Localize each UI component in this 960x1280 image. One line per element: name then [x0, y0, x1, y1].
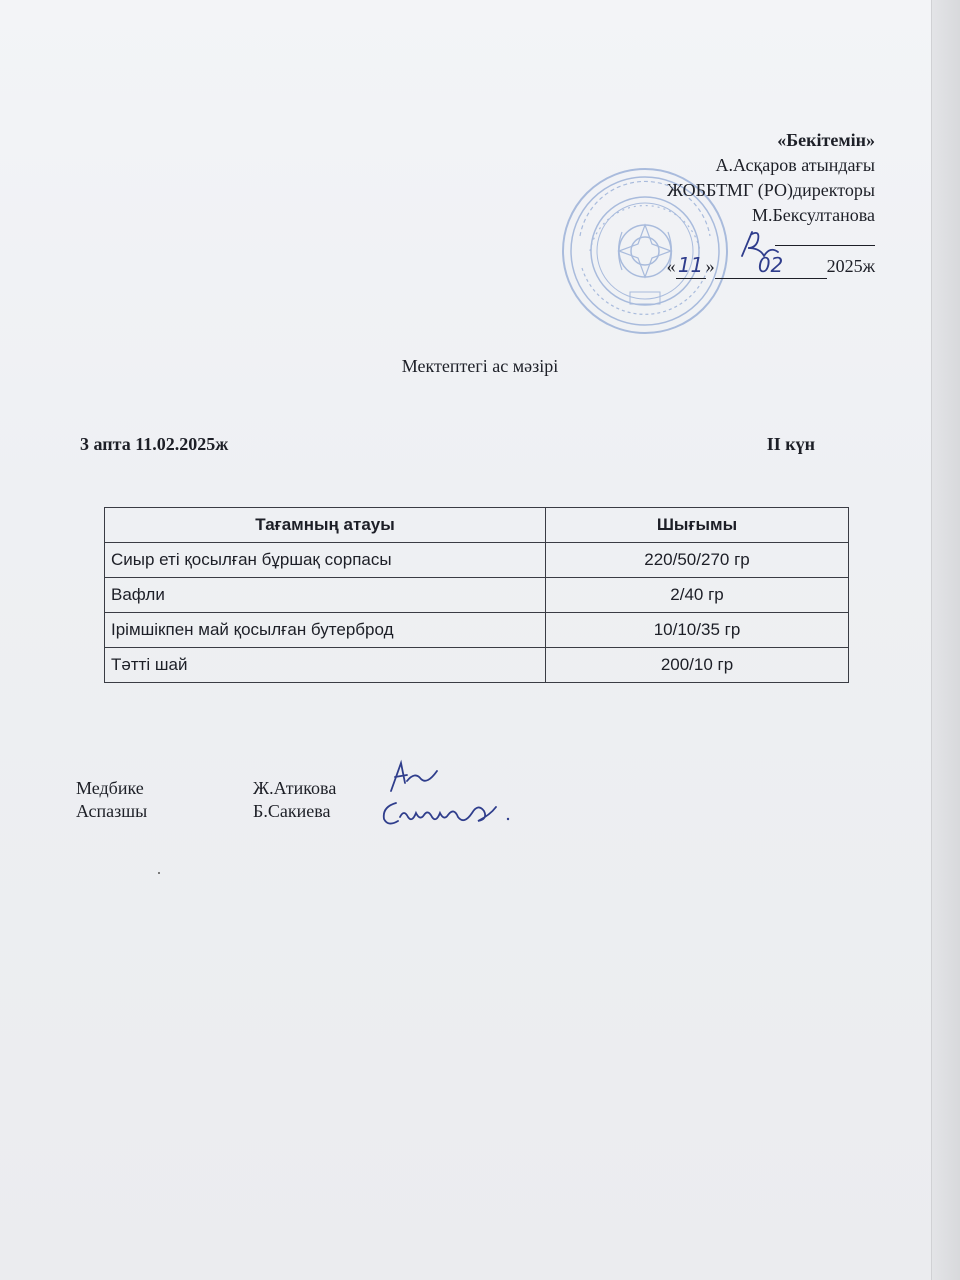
date-day: 11	[676, 253, 706, 279]
signature-space	[545, 228, 875, 253]
portion-value: 200/10 гр	[546, 648, 849, 683]
page-title: Мектептегі ас мәзірі	[401, 356, 559, 376]
approval-date	[545, 253, 875, 279]
nurse-signature	[385, 757, 445, 797]
cook-signature	[378, 795, 513, 831]
page-edge	[931, 0, 960, 1280]
table-row	[105, 578, 849, 613]
table-row	[105, 648, 849, 683]
approval-block	[545, 128, 875, 279]
day-label: II күн	[766, 434, 815, 454]
portion-value: 220/50/270 гр	[546, 543, 849, 578]
approval-title: «Бекітемін»	[777, 130, 875, 150]
portion-value: 2/40 гр	[546, 578, 849, 613]
dish-name: Сиыр еті қосылған бұршақ сорпасы	[105, 543, 546, 578]
staff-role: Аспазшы	[76, 801, 148, 821]
date-month: 02	[715, 253, 827, 279]
approval-line-1: А.Асқаров атындағы	[715, 155, 875, 175]
date-close-quote: »	[705, 256, 715, 276]
approval-line-2: ЖОББТМГ (РО)директоры	[666, 180, 875, 200]
menu-table	[104, 507, 849, 683]
ink-dot	[158, 872, 160, 874]
staff-row-nurse	[76, 777, 373, 800]
date-open-quote: «	[666, 256, 676, 276]
dish-name: Тәтті шай	[105, 648, 546, 683]
director-signature-line	[775, 245, 875, 246]
table-header-row	[105, 508, 849, 543]
week-date: 3 апта 11.02.2025ж	[80, 434, 229, 454]
director-signature	[730, 226, 790, 266]
column-header-portion: Шығымы	[546, 508, 849, 543]
table-row	[105, 543, 849, 578]
approval-line-3: М.Бексултанова	[751, 205, 875, 225]
staff-signatures	[76, 777, 373, 823]
portion-value: 10/10/35 гр	[546, 613, 849, 648]
dish-name: Ірімшікпен май қосылған бутерброд	[105, 613, 546, 648]
staff-row-cook	[76, 800, 373, 823]
dish-name: Вафли	[105, 578, 546, 613]
staff-name: Б.Сакиева	[253, 801, 331, 821]
table-row	[105, 613, 849, 648]
staff-name: Ж.Атикова	[253, 778, 337, 798]
date-year: 2025ж	[826, 256, 875, 276]
staff-role: Медбике	[76, 778, 144, 798]
column-header-dish: Тағамның атауы	[105, 508, 546, 543]
